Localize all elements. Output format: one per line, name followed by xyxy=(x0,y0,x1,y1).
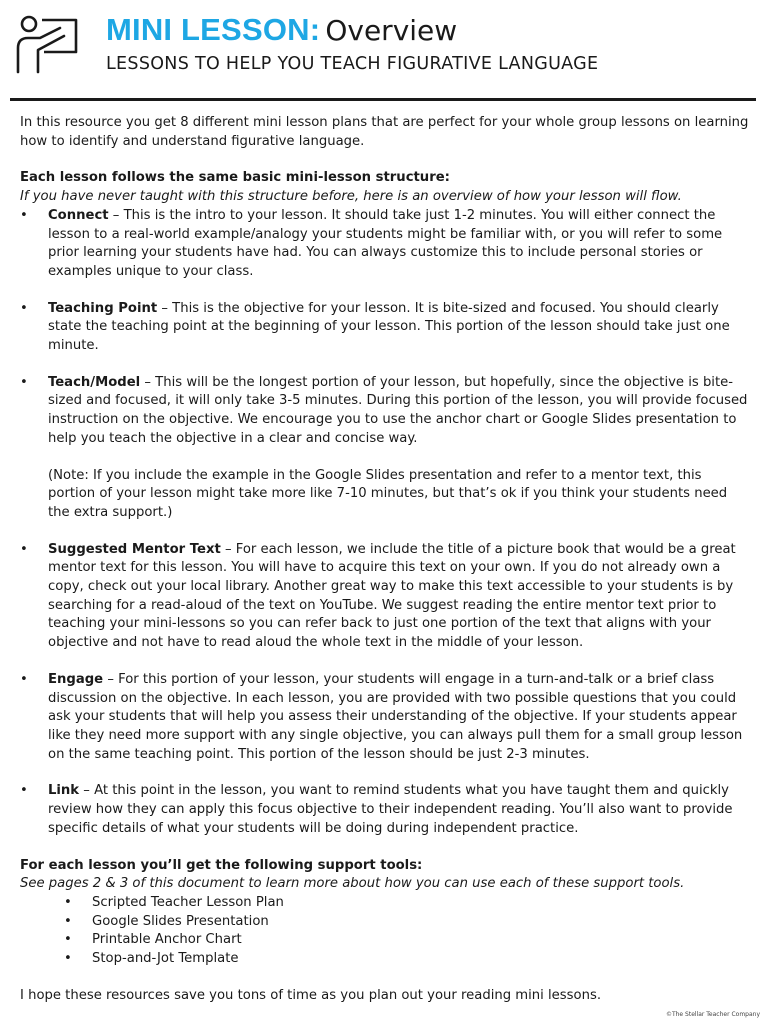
item-term: Suggested Mentor Text xyxy=(48,541,221,557)
page-title xyxy=(106,12,457,48)
teacher-at-board-icon xyxy=(14,14,78,74)
page-title-strong: MINI LESSON: xyxy=(106,12,321,47)
copyright-footer: ©The Stellar Teacher Company xyxy=(665,1011,760,1018)
tool-item: • Stop-and-Jot Template xyxy=(20,950,750,969)
list-item xyxy=(20,782,750,838)
item-term: Teaching Point xyxy=(48,300,158,316)
header-divider xyxy=(10,98,756,101)
tools-note: See pages 2 & 3 of this document to learn more about how you can use each of these support tools. xyxy=(20,876,685,892)
item-text: – This is the objective for your lesson. It is bite-sized and focused. You should clearly state the teaching point at the beginning of your lesson. This portion of the lesson should take just one minute. xyxy=(48,300,730,354)
item-term: Link xyxy=(48,783,80,799)
list-item xyxy=(20,541,750,653)
page-subtitle: LESSONS TO HELP YOU TEACH FIGURATIVE LANGUAGE xyxy=(106,54,599,74)
list-item xyxy=(20,671,750,765)
item-text: – For this portion of your lesson, your students will engage in a turn-and-talk or a brief class discussion on the objective. In each lesson, you are provided with two possible questions that you could ask your students that will help you assess their understanding of the objective. If your students appear like they need more support with any single objective, you can always pull them for a small group lesson on the same teaching point. This portion of the lesson should be just 2-3 minutes. xyxy=(48,671,743,762)
item-text: – This will be the longest portion of your lesson, but hopefully, since the objective is bite-sized and focused, it will only take 3-5 minutes. During this portion of the lesson, you will provide focused instruction on the objective. We encourage you to use the anchor chart or Google Slides presentation to help you teach the objective in a clear and concise way. xyxy=(48,374,748,446)
tool-item: • Printable Anchor Chart xyxy=(20,931,750,950)
structure-note: If you have never taught with this structure before, here is an overview of how your lesson will flow. xyxy=(20,189,682,205)
item-term: Engage xyxy=(48,671,104,687)
page-title-light: Overview xyxy=(325,14,458,47)
item-term: Teach/Model xyxy=(48,374,141,390)
item-term: Connect xyxy=(48,207,109,223)
tool-item: • Scripted Teacher Lesson Plan xyxy=(20,894,750,913)
intro-paragraph: In this resource you get 8 different mini lesson plans that are perfect for your whole group lessons on learning how to identify and understand figurative language. xyxy=(20,115,749,149)
structure-heading: Each lesson follows the same basic mini-lesson structure: xyxy=(20,170,450,186)
tool-item: • Google Slides Presentation xyxy=(20,913,750,932)
item-text: – At this point in the lesson, you want to remind students what you have taught them and quickly review how they can apply this focus objective to their independent reading. You’ll also want to provide specific details of what your students will be doing during independent practice. xyxy=(48,783,733,836)
list-item xyxy=(20,374,750,523)
list-item xyxy=(20,300,750,356)
page-header xyxy=(0,0,768,100)
document-body xyxy=(20,114,750,1005)
tools-heading: For each lesson you’ll get the following support tools: xyxy=(20,857,423,873)
item-note: (Note: If you include the example in the Google Slides presentation and refer to a mentor text, this portion of your lesson might take more like 7-10 minutes, but that’s ok if you think your students need the extra support.) xyxy=(48,467,728,520)
list-item xyxy=(20,207,750,282)
closing-paragraph: I hope these resources save you tons of time as you plan out your reading mini lessons. xyxy=(20,987,602,1003)
structure-list xyxy=(20,207,750,839)
item-text: – For each lesson, we include the title of a picture book that would be a great mentor text for this lesson. You will have to acquire this text on your own. If you do not already own a copy, check out your local library. Another great way to make this text accessible to your students is by searching for a read-aloud of the text on YouTube. We suggest reading the entire mentor text prior to teaching your mini-lessons so you can refer back to just one portion of the text that aligns with your objective and not have to read aloud the whole text in the middle of your lesson. xyxy=(48,541,736,651)
item-text: – This is the intro to your lesson. It should take just 1-2 minutes. You will either connect the lesson to a real-world example/analogy your students might be familiar with, or you will refer to some prior learning your students have had. You can always customize this to include personal stories or examples unique to your class. xyxy=(48,207,723,279)
tools-list xyxy=(20,894,750,969)
